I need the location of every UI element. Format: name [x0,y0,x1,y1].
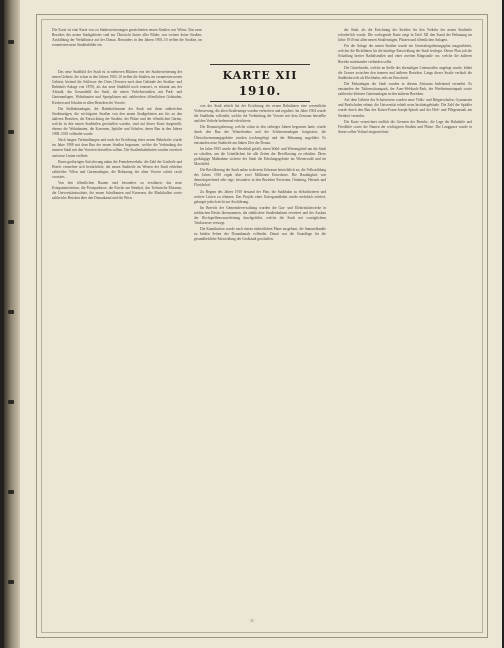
col1-paragraph: Nach langen Verhandlungen und nach der Errichtung eines neuen Bahnhofes wurde im Jahre 1908 mit dem Bau der neuen Straßen begonnen, welche die Verbindung der inneren Stadt mit den Vororten herstellen sollten. Die Straßenbahnlinien wurden erweitert und neue Linien eröffnet. [52,138,182,158]
page-year: 1910. [238,84,282,98]
col3-paragraph: Auf dem Gebiete des Schulwesens wurden neue Volks- und Bürgerschulen, Gymnasien und Realschulen erbaut; die Universität erhielt neue Institutsgebäude. Die Zahl der Spitäler wurde durch den Bau des Kaiser-Franz-Joseph-Spitals und der Heil- und Pflegeanstalt am Steinhof vermehrt. [338,98,472,118]
col3-paragraph: Die Parkanlagen der Stadt wurden in diesem Zeitraum bedeutend vermehrt. Es entstanden der Türkenschanzpark, der Auer-Welsbach-Park, der Wertheimsteinpark sowie zahlreiche kleinere Gartenanlagen in den äußeren Bezirken. [338,81,472,97]
col2-paragraph: Zu Beginn des Jahres 1910 bestand der Plan, die Stadtbahn zu elektrifizieren und weitere Linien zu erbauen. Das Projekt einer Untergrundbahn wurde mehrfach erörtert, gelangte jedoch nicht zur Ausführung. [194,189,326,204]
col2-paragraph: Im Bereich der Gemeindeverwaltung wurden die Gas- und Elektrizitätswerke in städtischen Besitz übernommen, die städtischen Straßenbahnen erweitert und der Ausbau der Hochquellenwasserleitung durchgeführt, welche die Stadt mit vorzüglichem Trinkwasser versorgt. [194,205,326,226]
intro-paragraph: Die Karte ist eine Karte von zu Stadterweiterungen gezeichneten neuen Straßen von Wiens. Das neue Bezirkes des neuen Stadtgebietes sind zur Übersicht hinter aller Bilder, von weitere keine Straßen; Ausbildung der Verhältnisse auf der Donau. Besonders in den Jahren 1903–10 treffen die Straßen, im eronnierten neue Straßenbilder ein. [52,28,202,48]
page-content [52,28,472,618]
col1-paragraph: Das neue Stadtbild der Stadt ist in mehreren Blättern von der Stadterweiterung der neuen Gebiete, die schon in den Jahren 1903–10 treffen die Straßen, im eronnierten neuen Gebiete, bietend die Schlösser des Ortes (Terrasse nach dem Gebäude der Straßen- und Bahnhofs-Anlage von 1870), als das neue Stadtbild noch erneuert, es erkannt aus der Altstadt, das Gesamtbild der Stadt, die neuen Verkehrsstraßen, mit Park- und Gartenanlagen, Wohnbauten und Sportplätzen mit zahlreichen öffentlichen Gebäuden, Kirchen und Schulen in allen Bezirken der Vororte. [52,70,182,105]
page-title: KARTE XII [222,69,298,82]
col3-paragraph: Die Karte verzeichnet endlich die Grenzen der Bezirke, die Lage der Bahnhöfe und Friedhöfe sowie die Namen der wichtigsten Straßen und Plätze. Die Langgasse wurde in ihrem vollen Verlauf eingezeichnet. [338,119,472,134]
title-rule-bottom [210,101,310,102]
col2-paragraph: Die Bevölkerung der Stadt nahm in diesem Zeitraum beträchtlich zu; die Volkszählung des Jahres 1910 ergab über zwei Millionen Einwohner. Die Bautätigkeit war dementsprechend sehr rege, besonders in den Bezirken Favoriten, Ottakring, Hernals und Floridsdorf. [194,168,326,188]
text-column-3 [338,28,472,610]
text-column-1 [52,70,182,610]
col3-paragraph: Für die Anlage der neuen Straßen wurde ein Generalregulierungsplan ausgearbeitet, welcher die Richtlinien für die künftige Entwicklung der Stadt festlegte. Dieser Plan sah die Schaffung breiter Radialstraßen und einer zweiten Ringstraße vor, welche die äußeren Bezirke miteinander verbinden sollte. [338,44,472,64]
col1-paragraph: Einen großartigen Aufschwung nahm der Fremdenverkehr, die Zahl der Gasthöfe und Hotels vermehrte sich beträchtlich; die neuen Stadtteile im Westen der Stadt erhielten zahlreiche Villen und Gartenanlagen, die Bebauung der alten Vororte schritt rasch vorwärts. [52,159,182,179]
title-block [198,68,322,99]
col3-paragraph: der Stadt, als die Errichtung der Straßen für den Verkehr der neuen Stadtteile erforderlich wurde. Die vorliegende Karte zeigt in Tafel XII den Stand der Bebauung im Jahre 1910 mit allen neuen Straßenzügen, Plätzen und öffentlichen Anlagen. [338,28,472,43]
col1-paragraph: Von den öffentlichen Bauten sind besonders zu erwähnen: das neue Kriegsministerium, die Postsparkasse, die Kirche am Steinhof, das Technische Museum, die Universitätsinstitute, die neuen Schulbauten und Kasernen, die Markthallen sowie zahlreiche Brücken über den Donaukanal und die Wien. [52,180,182,201]
text-column-2 [194,104,326,610]
title-rule-top [210,64,310,65]
col2-paragraph: von der Stadt erhielt bei der Errichtung der neuen Bahnlinien eine wesentliche Verbesserung, die alten Straßenzüge wurden verbreitert und reguliert. Im Jahre 1904 wurde die Stadtbahn vollendet, welche die Verbindung der Vororte mit dem Zentrum herstellte und den Verkehr bedeutend erleichterte. [194,104,326,124]
col2-paragraph: Die Kanalisation wurde nach einem einheitlichen Plane ausgebaut, die Sammelkanäle zu beiden Seiten des Donaukanals vollendet. Damit war die Grundlage für die gesundheitliche Entwicklung der Großstadt geschaffen. [194,227,326,242]
page-number: 11 [250,618,254,623]
binding-stitches [8,0,14,648]
col1-paragraph: Die Südbahnanlagen, die Bahnhofsbauten der Stadt mit ihren zahlreichen Straßenzügen, die wichtigsten Straßen von den neuen Stadtgebieten aus bis zu den äußeren Bezirken, die Entwicklung der Straßen, der Plätze und der öffentlichen Gärten, welche in den neuen Stadtteilen geschaffen wurden, sind auf dieser Karte dargestellt, ebenso die Wohnbauten, die Kasernen, Spitäler und Schulen, deren Bau in den Jahren 1908–1910 vollendet wurde. [52,106,182,137]
col2-paragraph: Im Jahre 1905 wurde der Beschluß gefaßt, einen Wald- und Wiesengürtel um die Stadt zu schaffen, um die Grünflächen für alle Zeiten der Bevölkerung zu erhalten. Diese großzügige Maßnahme sicherte der Stadt die Erholungsgebiete im Wienerwald und im Marchfeld. [194,146,326,167]
col2-paragraph: Die Donauregulierung, welche schon in den siebziger Jahren begonnen hatte, wurde durch den Bau des Winterhafens und der Schleusenanlagen fortgesetzt; die Überschwemmungsgebiete wurden trockengelegt und der Bebauung zugeführt. Es entstanden neue Stadtteile am linken Ufer der Donau. [194,125,326,145]
col3-paragraph: Die Gürtelstraße, welche an Stelle des ehemaligen Linienwalles angelegt wurde, bildet die Grenze zwischen den inneren und äußeren Bezirken. Längs dieser Straße verläuft die Stadtbahn teils als Hochbahn, teils im Einschnitt. [338,65,472,80]
